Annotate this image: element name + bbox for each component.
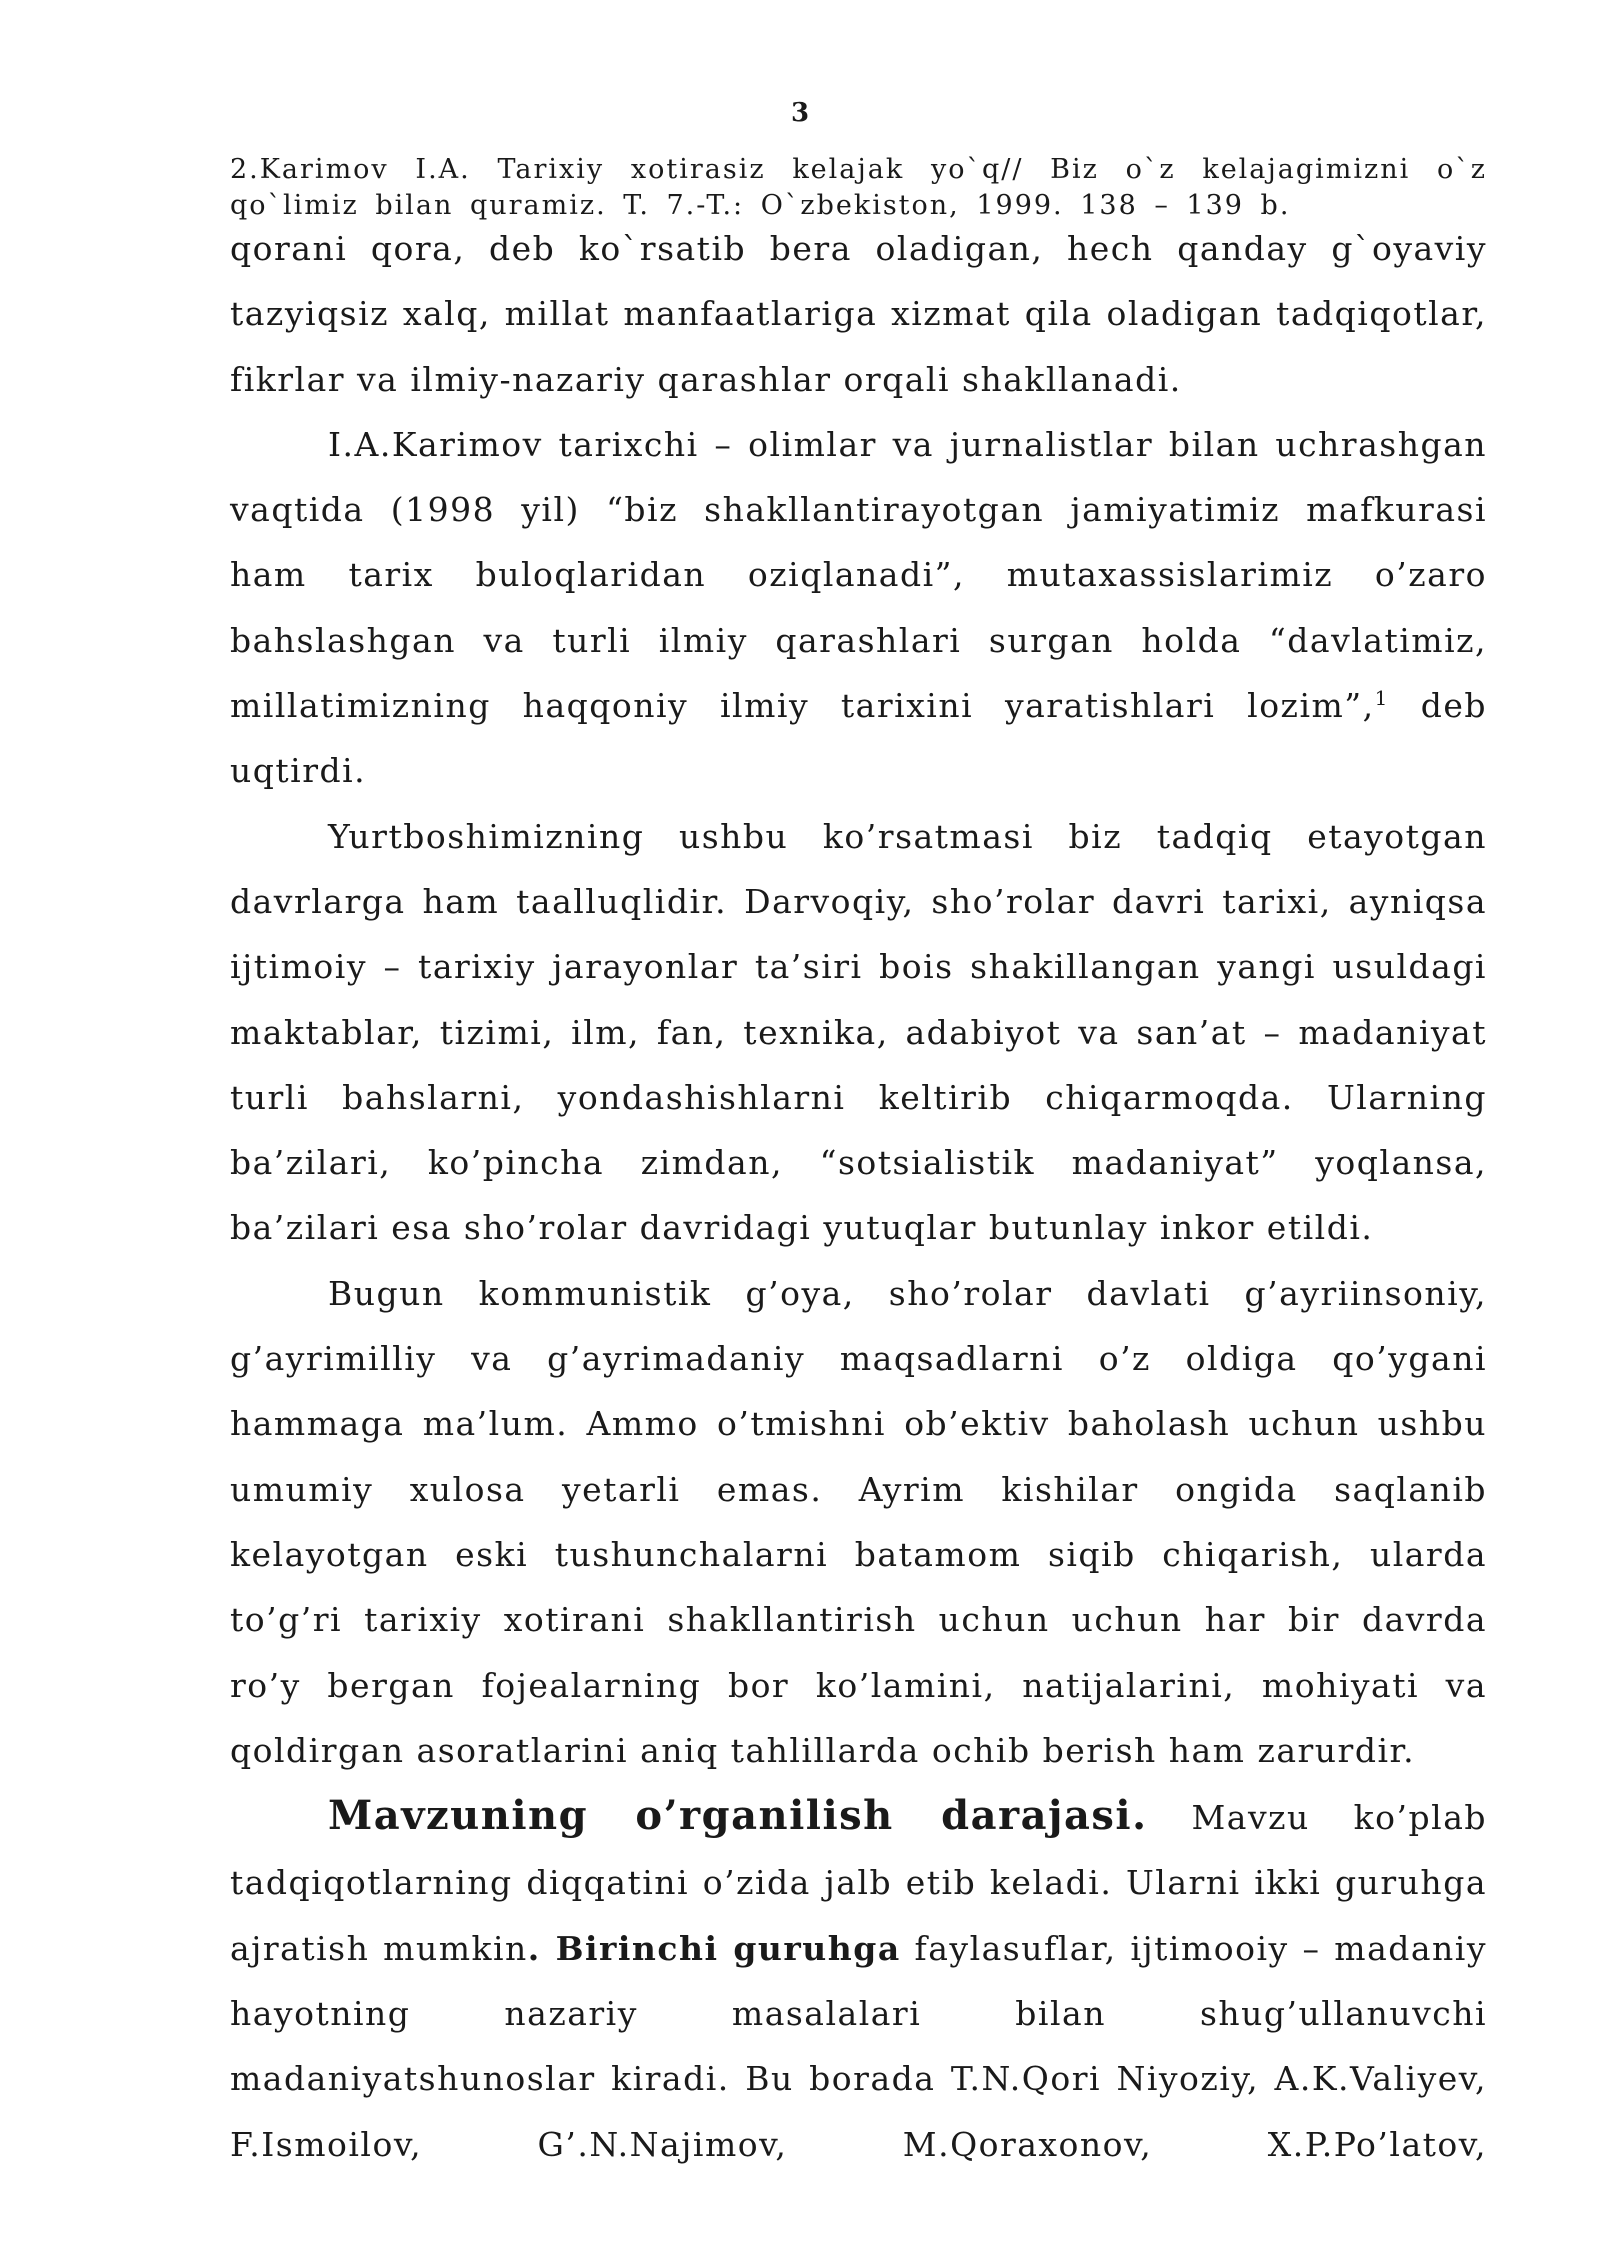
paragraph-2-end: deb uqtirdi.: [230, 686, 1487, 791]
paragraph-3: Yurtboshimizning ushbu ko’rsatmasi biz tadqiq etayotgan davrlarga ham taalluqlidir. Darvoqiy, sho’rolar davri tarixi, ayniqsa ijtimoiy – tarixiy jarayonlar ta’siri bois shakillangan yangi usuldagi maktablar, tizimi, ilm, fan, texnika, adabiyot va san’at – madaniyat turli bahslarni, yondashishlarni keltirib chiqarmoqda. Ularning ba’zilari, ko’pincha zimdan, “sotsialistik madaniyat” yoqlansa, ba’zilari esa sho’rolar davridagi yutuqlar butunlay inkor etildi.: [230, 816, 1487, 1248]
paragraph-5-text-a: Mavzu ko’plab tadqiqotlarning diqqatini o’zida jalb etib keladi. Ularni ikki guruhga ajratish mumkin: [230, 1798, 1487, 1968]
paragraph-5-bold: . Birinchi guruhga: [527, 1928, 901, 1968]
paragraph-5-text-b: faylasuflar, ijtimooiy – madaniy hayotning nazariy masalalari bilan shug’ullanuvchi madaniyatshunoslar kiradi. Bu borada T.N.Qori Niyoziy, A.K.Valiyev, F.Ismoilov, G’.N.Najimov, M.Qoraxonov, X.P.Po’latov,: [230, 1928, 1488, 2164]
paragraph-2-text: I.A.Karimov tarixchi – olimlar va jurnalistlar bilan uchrashgan vaqtida (1998 yil) “biz shakllantirayotgan jamiyatimiz mafkurasi ham tarix buloqlaridan oziqlanadi”, mutaxassislarimiz o’zaro bahslashgan va turli ilmiy qarashlari surgan holda “davlatimiz, millatimizning haqqoniy ilmiy tarixini yaratishlari lozim”,: [230, 424, 1487, 726]
body-text: [230, 216, 1487, 2177]
paragraph-4: Bugun kommunistik g’oya, sho’rolar davlati g’ayriinsoniy, g’ayrimilliy va g’ayrimadaniy maqsadlarni o’z oldiga qo’ygani hammaga ma’lum. Ammo o’tmishni ob’ektiv baholash uchun ushbu umumiy xulosa yetarli emas. Ayrim kishilar ongida saqlanib kelayotgan eski tushunchalarni batamom siqib chiqarish, ularda to’g’ri tarixiy xotirani shakllantirish uchun uchun har bir davrda ro’y bergan fojealarning bor ko’lamini, natijalarini, mohiyati va qoldirgan asoratlarini aniq tahlillarda ochib berish ham zarurdir.: [230, 1273, 1487, 1770]
footnote-ref: 1: [1374, 686, 1389, 711]
paragraph-1: qorani qora, deb ko`rsatib bera oladigan, hech qanday g`oyaviy tazyiqsiz xalq, millat manfaatlariga xizmat qila oladigan tadqiqotlar, fikrlar va ilmiy-nazariy qarashlar orqali shakllanadi.: [230, 229, 1487, 399]
section-heading: Mavzuning o’rganilish darajasi.: [328, 1792, 1148, 1840]
paragraph-2: [230, 412, 1487, 804]
paragraph-5: [230, 1783, 1487, 2177]
page-number: 3: [790, 98, 810, 128]
footnote: 2.Karimov I.A. Tarixiy xotirasiz kelajak yo`q// Biz o`z kelajagimizni o`z qo`limiz bilan quramiz. T. 7.-T.: O`zbekiston, 1999. 138 – 139 b.: [230, 154, 1487, 221]
